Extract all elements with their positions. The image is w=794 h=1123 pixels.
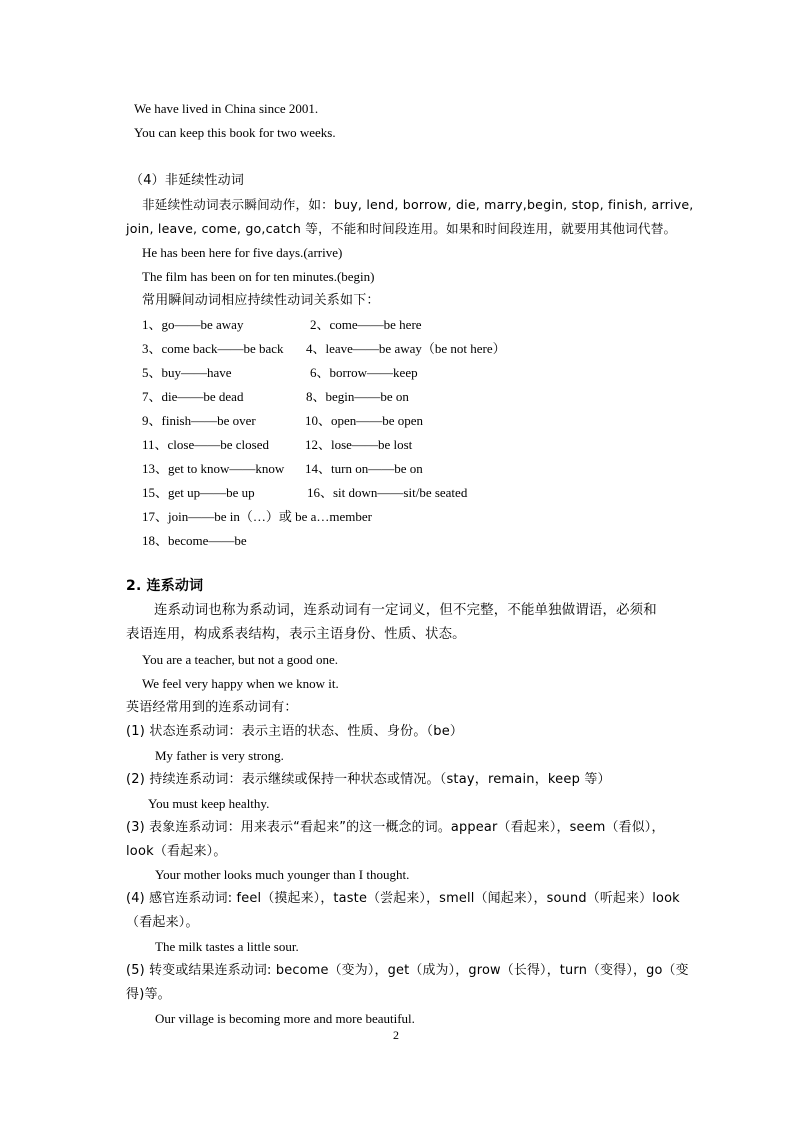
verb-pair: 16、sit down——sit/be seated <box>307 485 468 500</box>
paragraph-line: 表语连用，构成系表结构，表示主语身份、性质、状态。 <box>126 627 466 642</box>
verb-pair: 15、get up——be up <box>142 485 255 500</box>
list-intro: 常用瞬间动词相应持续性动词关系如下： <box>142 293 380 308</box>
list-item: 得)等。 <box>126 987 171 1002</box>
section-heading: 2. 连系动词 <box>126 578 204 594</box>
verb-pair: 9、finish——be over <box>142 413 256 428</box>
verb-pair: 13、get to know——know <box>142 461 285 476</box>
verb-pair: 18、become——be <box>142 533 247 548</box>
example-sentence: My father is very strong. <box>155 748 284 763</box>
example-sentence: The film has been on for ten minutes.(begin) <box>142 269 375 284</box>
paragraph-line: join, leave, come, go,catch 等，不能和时间段连用。如果和时间段连用，就要用其他词代替。 <box>126 221 677 236</box>
list-item: (4) 感官连系动词: feel（摸起来），taste（尝起来），smell（闻起来），sound（听起来）look <box>126 891 680 906</box>
list-intro: 英语经常用到的连系动词有： <box>126 700 298 715</box>
example-sentence: You can keep this book for two weeks. <box>134 125 336 140</box>
paragraph-line: 非延续性动词表示瞬间动作，如：buy, lend, borrow, die, marry,begin, stop, finish, arrive, <box>142 197 694 212</box>
example-sentence: Our village is becoming more and more beautiful. <box>155 1011 415 1026</box>
page-number: 2 <box>393 1028 399 1042</box>
paragraph-line: 连系动词也称为系动词，连系动词有一定词义，但不完整，不能单独做谓语，必须和 <box>154 603 657 618</box>
verb-pair: 6、borrow——keep <box>310 365 418 380</box>
list-item: (3) 表象连系动词：用来表示“看起来”的这一概念的词。appear（看起来），seem（看似）， <box>126 820 665 835</box>
example-sentence: The milk tastes a little sour. <box>155 939 299 954</box>
verb-pair: 17、join——be in（…）或 be a…member <box>142 509 372 524</box>
verb-pair: 4、leave——be away（be not here） <box>306 341 506 356</box>
verb-pair: 8、begin——be on <box>306 389 409 404</box>
list-item: (1) 状态连系动词：表示主语的状态、性质、身份。（be） <box>126 724 464 739</box>
example-sentence: We have lived in China since 2001. <box>134 101 319 116</box>
list-item: look（看起来）。 <box>126 844 227 859</box>
example-sentence: You must keep healthy. <box>148 796 270 811</box>
list-item: (2) 持续连系动词：表示继续或保持一种状态或情况。（stay，remain，keep 等） <box>126 772 611 787</box>
verb-pair: 2、come——be here <box>310 317 422 332</box>
example-sentence: You are a teacher, but not a good one. <box>142 652 338 667</box>
verb-pair: 12、lose——be lost <box>305 437 413 452</box>
verb-pair: 7、die——be dead <box>142 389 244 404</box>
list-item: （看起来）。 <box>126 915 199 930</box>
example-sentence: We feel very happy when we know it. <box>142 676 339 691</box>
section-heading: （4）非延续性动词 <box>130 173 245 188</box>
verb-pair: 10、open——be open <box>305 413 424 428</box>
example-sentence: Your mother looks much younger than I thought. <box>155 867 410 882</box>
verb-pair: 11、close——be closed <box>142 437 269 452</box>
verb-pair: 3、come back——be back <box>142 341 284 356</box>
verb-pair: 5、buy——have <box>142 365 232 380</box>
verb-pair: 14、turn on——be on <box>305 461 423 476</box>
example-sentence: He has been here for five days.(arrive) <box>142 245 343 260</box>
list-item: (5) 转变或结果连系动词: become（变为），get（成为），grow（长得），turn（变得），go（变 <box>126 963 689 978</box>
verb-pair: 1、go——be away <box>142 317 244 332</box>
